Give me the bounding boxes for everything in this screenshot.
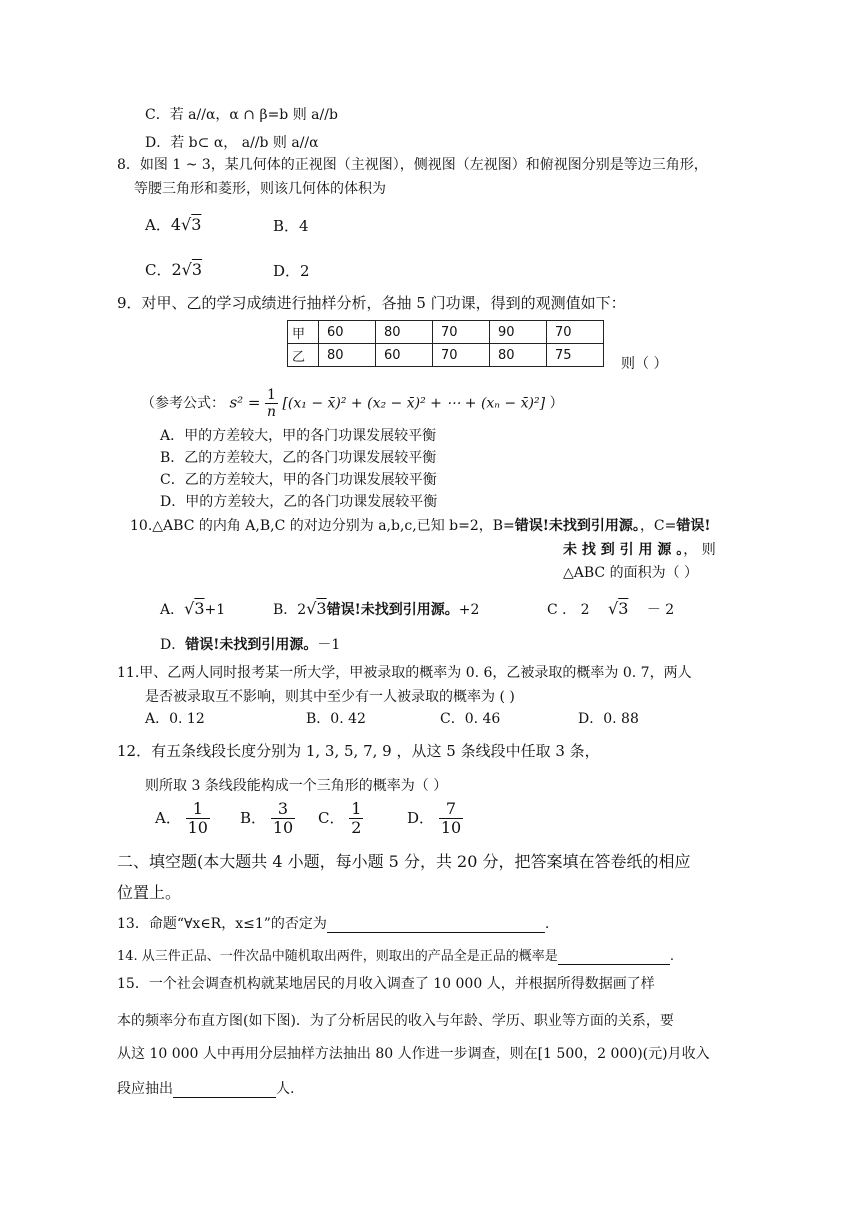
q8-option-c-label: C． [145, 261, 172, 279]
q9-observation-table [287, 320, 604, 367]
q12-option-b-numerator: 3 [271, 800, 295, 819]
table-cell: 70 [433, 344, 490, 367]
q10-option-c-tail: － 2 [646, 602, 675, 618]
q15-answer-blank[interactable] [173, 1097, 276, 1098]
q10-stem-line2 [563, 542, 716, 559]
q12-option-c [318, 800, 363, 838]
q10-option-b: B．2√3错误!未找到引用源。+2 [273, 599, 480, 618]
q10-error-ref-1: 错误!未找到引用源。 [514, 518, 640, 534]
table-cell: 80 [319, 344, 376, 367]
q13-text: 13．命题“∀x∈R，x≤1”的否定为 [117, 916, 327, 932]
q10-option-d-label: D． [160, 637, 186, 653]
q10-stem-text-b: ，C= [639, 518, 677, 534]
q12-option-b-fraction [271, 800, 295, 838]
q9-option-c: C．乙的方差较大，甲的各门功课发展较平衡 [160, 472, 437, 488]
q12-option-d-denominator: 10 [440, 818, 462, 838]
q10-option-a-label: A． [160, 602, 185, 618]
q14-end: . [669, 949, 674, 964]
q9-formula-numerator: 1 [265, 387, 278, 404]
q7-option-c: C．若 a//α，α ∩ β=b 则 a//b [145, 107, 338, 123]
q8-option-a-radicand: 3 [191, 215, 202, 234]
table-cell-label: 甲 [288, 321, 319, 344]
q11-stem-line2: 是否被录取互不影响，则其中至少有一人被录取的概率为 ( ) [145, 689, 515, 705]
table-row [288, 344, 604, 367]
q8-option-d: D．2 [273, 262, 310, 280]
q15-line1: 15．一个社会调查机构就某地居民的月收入调查了 10 000 人，并根据所得数据画了样 [117, 976, 655, 992]
q12-option-b [240, 800, 295, 838]
table-cell: 70 [547, 321, 604, 344]
q15-line4-suffix: 人. [276, 1081, 295, 1097]
q14-text: 14. 从三件正品、一件次品中随机取出两件，则取出的产品全是正品的概率是 [117, 949, 558, 964]
q12-stem-line1: 12．有五条线段长度分别为 1, 3, 5, 7, 9 ，从这 5 条线段中任取 3 条， [117, 742, 600, 760]
q15-line4-prefix: 段应抽出 [117, 1081, 173, 1097]
q12-option-c-fraction [349, 800, 363, 838]
table-cell-label: 乙 [288, 344, 319, 367]
q9-then-bracket: 则（ ） [621, 356, 668, 372]
q10-stem-line3: △ABC 的面积为（ ） [563, 565, 699, 581]
table-cell: 80 [376, 321, 433, 344]
q9-option-d: D．甲的方差较大，乙的各门功课发展较平衡 [160, 494, 438, 510]
q10-option-b-label: B．2 [273, 602, 307, 618]
q12-option-b-label: B． [240, 808, 267, 827]
q9-option-b: B．乙的方差较大，乙的各门功课发展较平衡 [160, 450, 437, 466]
q9-formula-body: [(x₁ − x̄)² + (x₂ − x̄)² + ⋯ + (xₙ − x̄)²] [282, 395, 546, 412]
q15-line4 [117, 1081, 294, 1098]
table-cell: 60 [376, 344, 433, 367]
q8-option-a-label: A． [145, 216, 171, 234]
q7-option-d: D．若 b⊂ α， a//b 则 a//α [145, 135, 319, 151]
q9-formula-fraction [265, 387, 278, 420]
q12-option-a-label: A． [155, 808, 181, 827]
q12-option-d [407, 800, 463, 838]
q10-option-b-tail: +2 [458, 602, 480, 618]
q10-stem-text-a: 10.△ABC 的内角 A,B,C 的对边分别为 a,b,c,已知 b=2，B= [130, 518, 515, 534]
q11-option-b: B．0. 42 [306, 711, 366, 727]
q10-option-a-radicand: 3 [194, 599, 205, 618]
q12-option-a [155, 800, 210, 838]
q12-option-c-label: C． [318, 808, 345, 827]
q10-option-a-tail: +1 [204, 602, 226, 618]
q8-option-b: B．4 [273, 217, 309, 235]
q12-option-a-fraction [186, 800, 210, 838]
q10-stem-line1 [130, 518, 711, 535]
q10-option-c-label: C ． 2 [547, 602, 590, 618]
q14-answer-blank[interactable] [558, 964, 670, 965]
q8-stem-line1: 8．如图 1 ~ 3，某几何体的正视图（主视图），侧视图（左视图）和俯视图分别是等边三角形， [117, 157, 708, 173]
q8-option-a-coef: 4 [170, 215, 182, 234]
q12-stem-line2: 则所取 3 条线段能构成一个三角形的概率为（ ） [145, 778, 448, 794]
q9-formula-prefix: （参考公式： [141, 395, 225, 412]
q12-option-d-label: D． [407, 808, 435, 827]
q10-option-c: C ． 2 √3 － 2 [547, 599, 675, 618]
q15-line2: 本的频率分布直方图(如下图)．为了分析居民的收入与年龄、学历、职业等方面的关系，要 [117, 1013, 674, 1029]
table-cell: 60 [319, 321, 376, 344]
q10-option-d-tail: －1 [317, 637, 341, 653]
q9-formula-denominator: n [266, 404, 276, 421]
q10-option-b-error-ref: 错误!未找到引用源。 [326, 602, 459, 618]
q13-end: . [544, 916, 550, 932]
section-2-heading-line1: 二、填空题(本大题共 4 小题，每小题 5 分，共 20 分，把答案填在答卷纸的相应 [117, 852, 691, 871]
table-row [288, 321, 604, 344]
q10-error-ref-2a: 错误! [676, 518, 711, 534]
q8-option-c-coef: 2 [171, 260, 182, 279]
q9-formula [141, 387, 564, 420]
q10-option-d [160, 637, 340, 654]
q11-option-a: A．0. 12 [145, 711, 205, 727]
q8-stem-line2: 等腰三角形和菱形，则该几何体的体积为 [134, 181, 386, 197]
q12-option-c-denominator: 2 [351, 818, 362, 838]
q8-option-c: C．2√3 [145, 260, 203, 279]
q14 [117, 949, 674, 965]
q12-option-c-numerator: 1 [351, 799, 362, 818]
q10-option-b-radicand: 3 [316, 599, 327, 618]
q9-formula-suffix: ） [549, 395, 564, 412]
table-cell: 90 [490, 321, 547, 344]
q10-error-ref-2b: 未 找 到 引 用 源 。 [563, 542, 684, 558]
q12-option-b-denominator: 10 [272, 818, 294, 838]
q9-option-a: A．甲的方差较大，甲的各门功课发展较平衡 [160, 428, 437, 444]
q11-option-d: D．0. 88 [578, 711, 639, 727]
q11-option-c: C．0. 46 [440, 711, 501, 727]
q10-stem-text-c: ， 则 [683, 542, 716, 558]
q13-answer-blank[interactable] [327, 932, 545, 933]
q10-option-d-error-ref: 错误!未找到引用源。 [185, 637, 318, 653]
table-cell: 75 [547, 344, 604, 367]
q8-option-c-radicand: 3 [191, 260, 203, 279]
table-cell: 70 [433, 321, 490, 344]
q9-formula-lhs: s² = [229, 393, 261, 412]
q12-option-d-fraction [439, 800, 463, 838]
q12-option-a-denominator: 10 [187, 818, 208, 838]
q10-option-a: A．√3+1 [160, 599, 226, 618]
q12-option-d-numerator: 7 [439, 800, 463, 819]
q9-stem: 9．对甲、乙的学习成绩进行抽样分析，各抽 5 门功课，得到的观测值如下： [117, 294, 626, 312]
table-cell: 80 [490, 344, 547, 367]
q13 [117, 916, 549, 933]
q12-option-a-numerator: 1 [186, 800, 210, 819]
q15-line3: 从这 10 000 人中再用分层抽样方法抽出 80 人作进一步调查，则在[1 500，2 000)(元)月收入 [117, 1046, 710, 1062]
q10-option-c-radicand: 3 [618, 599, 629, 618]
section-2-heading-line2: 位置上。 [117, 883, 182, 902]
q8-option-a: A．4√3 [145, 215, 202, 234]
q11-stem-line1: 11.甲、乙两人同时报考某一所大学，甲被录取的概率为 0. 6，乙被录取的概率为 0. 7，两人 [117, 665, 692, 681]
